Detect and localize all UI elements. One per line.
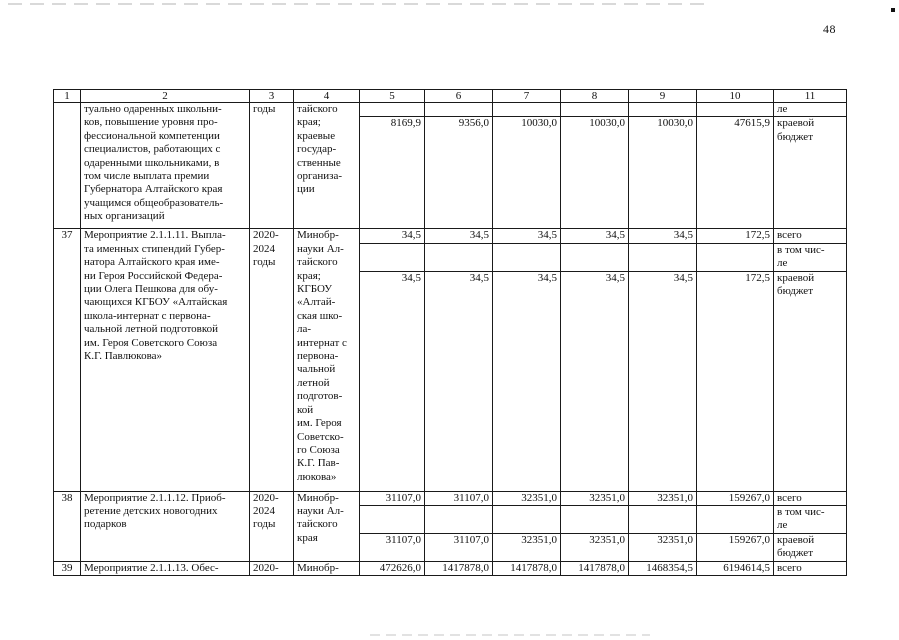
- amount-cell: [561, 243, 629, 271]
- amount-cell: [697, 103, 774, 117]
- column-number: 5: [360, 90, 425, 103]
- amount-cell: 159267,0: [697, 491, 774, 505]
- column-number-row: [54, 90, 847, 103]
- measure-name-cell: [81, 103, 250, 229]
- amount-cell: 34,5: [425, 229, 493, 243]
- text-line: в том чис-: [777, 243, 825, 256]
- text-line: К.Г. Павлюкова»: [84, 350, 163, 363]
- amount-cell: 10030,0: [561, 117, 629, 229]
- text-line: всего: [777, 229, 802, 242]
- text-line: ных организаций: [84, 210, 165, 223]
- executor-cell: [294, 103, 360, 229]
- amount-cell: [360, 243, 425, 271]
- text-line: ков, повышение уровня про-: [84, 116, 218, 129]
- text-line: том числе выплата премии: [84, 170, 210, 183]
- amount-cell: 32351,0: [561, 491, 629, 505]
- text-line: бюджет: [777, 130, 813, 143]
- text-line: тайского: [297, 103, 338, 115]
- amount-cell: 34,5: [629, 229, 697, 243]
- text-line: кой: [297, 403, 314, 416]
- text-line: ле: [777, 257, 788, 270]
- text-line: бюджет: [777, 547, 813, 560]
- amount-cell: 31107,0: [360, 491, 425, 505]
- table-row: [54, 229, 847, 243]
- amount-cell: [360, 103, 425, 117]
- amount-cell: [561, 103, 629, 117]
- period-cell: [250, 229, 294, 491]
- column-number: 7: [493, 90, 561, 103]
- text-line: краевой: [777, 271, 815, 284]
- text-line: всего: [777, 561, 802, 574]
- amount-cell: 9356,0: [425, 117, 493, 229]
- text-line: Советско-: [297, 430, 344, 443]
- program-table: [53, 89, 847, 576]
- amount-cell: 1417878,0: [425, 561, 493, 575]
- amount-cell: [425, 103, 493, 117]
- amount-cell: 10030,0: [493, 117, 561, 229]
- amount-cell: 31107,0: [425, 491, 493, 505]
- table-body: [54, 90, 847, 576]
- text-line: КГБОУ: [297, 283, 333, 296]
- text-line: 2024: [253, 505, 275, 518]
- text-line: краевой: [777, 117, 815, 130]
- row-number: 38: [61, 491, 73, 504]
- table-row: [54, 561, 847, 575]
- amount-cell: 472626,0: [360, 561, 425, 575]
- text-line: края;: [297, 116, 321, 129]
- text-line: Мероприятие 2.1.1.12. Приоб-: [84, 491, 226, 504]
- text-line: краевые: [297, 129, 336, 142]
- text-line: тайского: [297, 256, 338, 269]
- amount-cell: 34,5: [425, 271, 493, 491]
- funding-source-cell: [774, 243, 847, 271]
- text-line: края: [297, 531, 318, 544]
- amount-cell: 8169,9: [360, 117, 425, 229]
- funding-source-cell: [774, 117, 847, 229]
- scan-mark: [891, 8, 895, 12]
- text-line: Мероприятие 2.1.1.11. Выпла-: [84, 229, 226, 242]
- text-line: им. Героя Советского Союза: [84, 336, 218, 349]
- amount-cell: [629, 243, 697, 271]
- text-line: организа-: [297, 170, 343, 183]
- column-number: 8: [561, 90, 629, 103]
- page-number: 48: [823, 22, 836, 36]
- text-line: годы: [253, 256, 276, 269]
- measure-name-cell: [81, 491, 250, 561]
- text-line: годы: [253, 103, 276, 115]
- text-line: К.Г. Пав-: [297, 457, 340, 470]
- amount-cell: 32351,0: [493, 533, 561, 561]
- amount-cell: 1468354,5: [629, 561, 697, 575]
- funding-source-cell: [774, 491, 847, 505]
- amount-cell: 34,5: [561, 271, 629, 491]
- column-number: 2: [81, 90, 250, 103]
- text-line: годы: [253, 518, 276, 531]
- amount-cell: [697, 243, 774, 271]
- amount-cell: 32351,0: [561, 533, 629, 561]
- table-row: [54, 103, 847, 117]
- amount-cell: [493, 506, 561, 534]
- amount-cell: [425, 506, 493, 534]
- text-line: летной: [297, 376, 330, 389]
- text-line: подарков: [84, 518, 127, 531]
- text-line: всего: [777, 491, 802, 504]
- text-line: та именных стипендий Губер-: [84, 242, 225, 255]
- text-line: одаренными школьниками, в: [84, 156, 220, 169]
- executor-cell: [294, 561, 360, 575]
- text-line: края;: [297, 269, 321, 282]
- text-line: чальной летной подготовкой: [84, 323, 219, 336]
- text-line: чальной: [297, 363, 336, 376]
- text-line: ции: [297, 183, 315, 196]
- text-line: фессиональной компетенции: [84, 129, 220, 142]
- column-number: 10: [697, 90, 774, 103]
- text-line: Мероприятие 2.1.1.13. Обес-: [84, 561, 219, 574]
- text-line: туально одаренных школьни-: [84, 103, 222, 115]
- text-line: люкова»: [297, 470, 337, 483]
- amount-cell: [493, 243, 561, 271]
- measure-name-cell: [81, 561, 250, 575]
- text-line: первона-: [297, 350, 339, 363]
- amount-cell: [561, 506, 629, 534]
- text-line: го Союза: [297, 443, 340, 456]
- funding-source-cell: [774, 103, 847, 117]
- text-line: Минобр-: [297, 491, 339, 504]
- text-line: ле: [777, 103, 788, 115]
- amount-cell: 34,5: [360, 229, 425, 243]
- column-number: 6: [425, 90, 493, 103]
- column-number: 11: [774, 90, 847, 103]
- funding-source-cell: [774, 533, 847, 561]
- text-line: «Алтай-: [297, 296, 336, 309]
- column-number: 4: [294, 90, 360, 103]
- amount-cell: 47615,9: [697, 117, 774, 229]
- amount-cell: 10030,0: [629, 117, 697, 229]
- amount-cell: [493, 103, 561, 117]
- text-line: ле: [777, 519, 788, 532]
- row-number: 37: [61, 229, 73, 242]
- text-line: Минобр-: [297, 229, 339, 242]
- amount-cell: [629, 103, 697, 117]
- text-line: подготов-: [297, 390, 343, 403]
- row-number-cell: [54, 561, 81, 575]
- funding-source-cell: [774, 229, 847, 243]
- text-line: ская шко-: [297, 309, 343, 322]
- funding-source-cell: [774, 271, 847, 491]
- text-line: натора Алтайского края име-: [84, 256, 220, 269]
- scan-artifact-top: [8, 3, 708, 5]
- amount-cell: 31107,0: [425, 533, 493, 561]
- text-line: 2020-: [253, 561, 279, 574]
- amount-cell: 172,5: [697, 229, 774, 243]
- executor-cell: [294, 229, 360, 491]
- text-line: школа-интернат с первона-: [84, 309, 211, 322]
- amount-cell: [425, 243, 493, 271]
- text-line: чающихся КГБОУ «Алтайская: [84, 296, 228, 309]
- text-line: специалистов, работающих с: [84, 143, 221, 156]
- text-line: 2024: [253, 242, 275, 255]
- text-line: Минобр-: [297, 561, 339, 574]
- amount-cell: 34,5: [629, 271, 697, 491]
- amount-cell: 34,5: [561, 229, 629, 243]
- text-line: тайского: [297, 518, 338, 531]
- amount-cell: 32351,0: [493, 491, 561, 505]
- text-line: ции Олега Пешкова для обу-: [84, 283, 218, 296]
- period-cell: [250, 491, 294, 561]
- table-row: [54, 491, 847, 505]
- text-line: им. Героя: [297, 417, 342, 430]
- period-cell: [250, 103, 294, 229]
- executor-cell: [294, 491, 360, 561]
- row-number: 39: [61, 561, 73, 574]
- text-line: ретение детских новогодних: [84, 505, 218, 518]
- column-number: 9: [629, 90, 697, 103]
- text-line: науки Ал-: [297, 505, 344, 518]
- text-line: государ-: [297, 143, 337, 156]
- amount-cell: [360, 506, 425, 534]
- column-number: 3: [250, 90, 294, 103]
- amount-cell: 32351,0: [629, 533, 697, 561]
- amount-cell: [697, 506, 774, 534]
- text-line: ла-: [297, 323, 312, 336]
- amount-cell: [629, 506, 697, 534]
- row-number-cell: [54, 103, 81, 229]
- text-line: 2020-: [253, 229, 279, 242]
- amount-cell: 34,5: [360, 271, 425, 491]
- amount-cell: 1417878,0: [561, 561, 629, 575]
- text-line: интернат с: [297, 336, 347, 349]
- amount-cell: 1417878,0: [493, 561, 561, 575]
- measure-name-cell: [81, 229, 250, 491]
- text-line: ственные: [297, 156, 341, 169]
- text-line: учащимся общеобразователь-: [84, 196, 224, 209]
- amount-cell: 6194614,5: [697, 561, 774, 575]
- funding-source-cell: [774, 506, 847, 534]
- text-line: краевой: [777, 533, 815, 546]
- amount-cell: 31107,0: [360, 533, 425, 561]
- amount-cell: 159267,0: [697, 533, 774, 561]
- row-number-cell: [54, 229, 81, 491]
- row-number-cell: [54, 491, 81, 561]
- text-line: ни Героя Российской Федера-: [84, 269, 223, 282]
- text-line: бюджет: [777, 285, 813, 298]
- amount-cell: 32351,0: [629, 491, 697, 505]
- text-line: в том чис-: [777, 506, 825, 519]
- scan-artifact-bottom: [370, 634, 650, 636]
- text-line: науки Ал-: [297, 242, 344, 255]
- funding-source-cell: [774, 561, 847, 575]
- text-line: Губернатора Алтайского края: [84, 183, 223, 196]
- text-line: 2020-: [253, 491, 279, 504]
- amount-cell: 34,5: [493, 229, 561, 243]
- amount-cell: 172,5: [697, 271, 774, 491]
- amount-cell: 34,5: [493, 271, 561, 491]
- period-cell: [250, 561, 294, 575]
- column-number: 1: [54, 90, 81, 103]
